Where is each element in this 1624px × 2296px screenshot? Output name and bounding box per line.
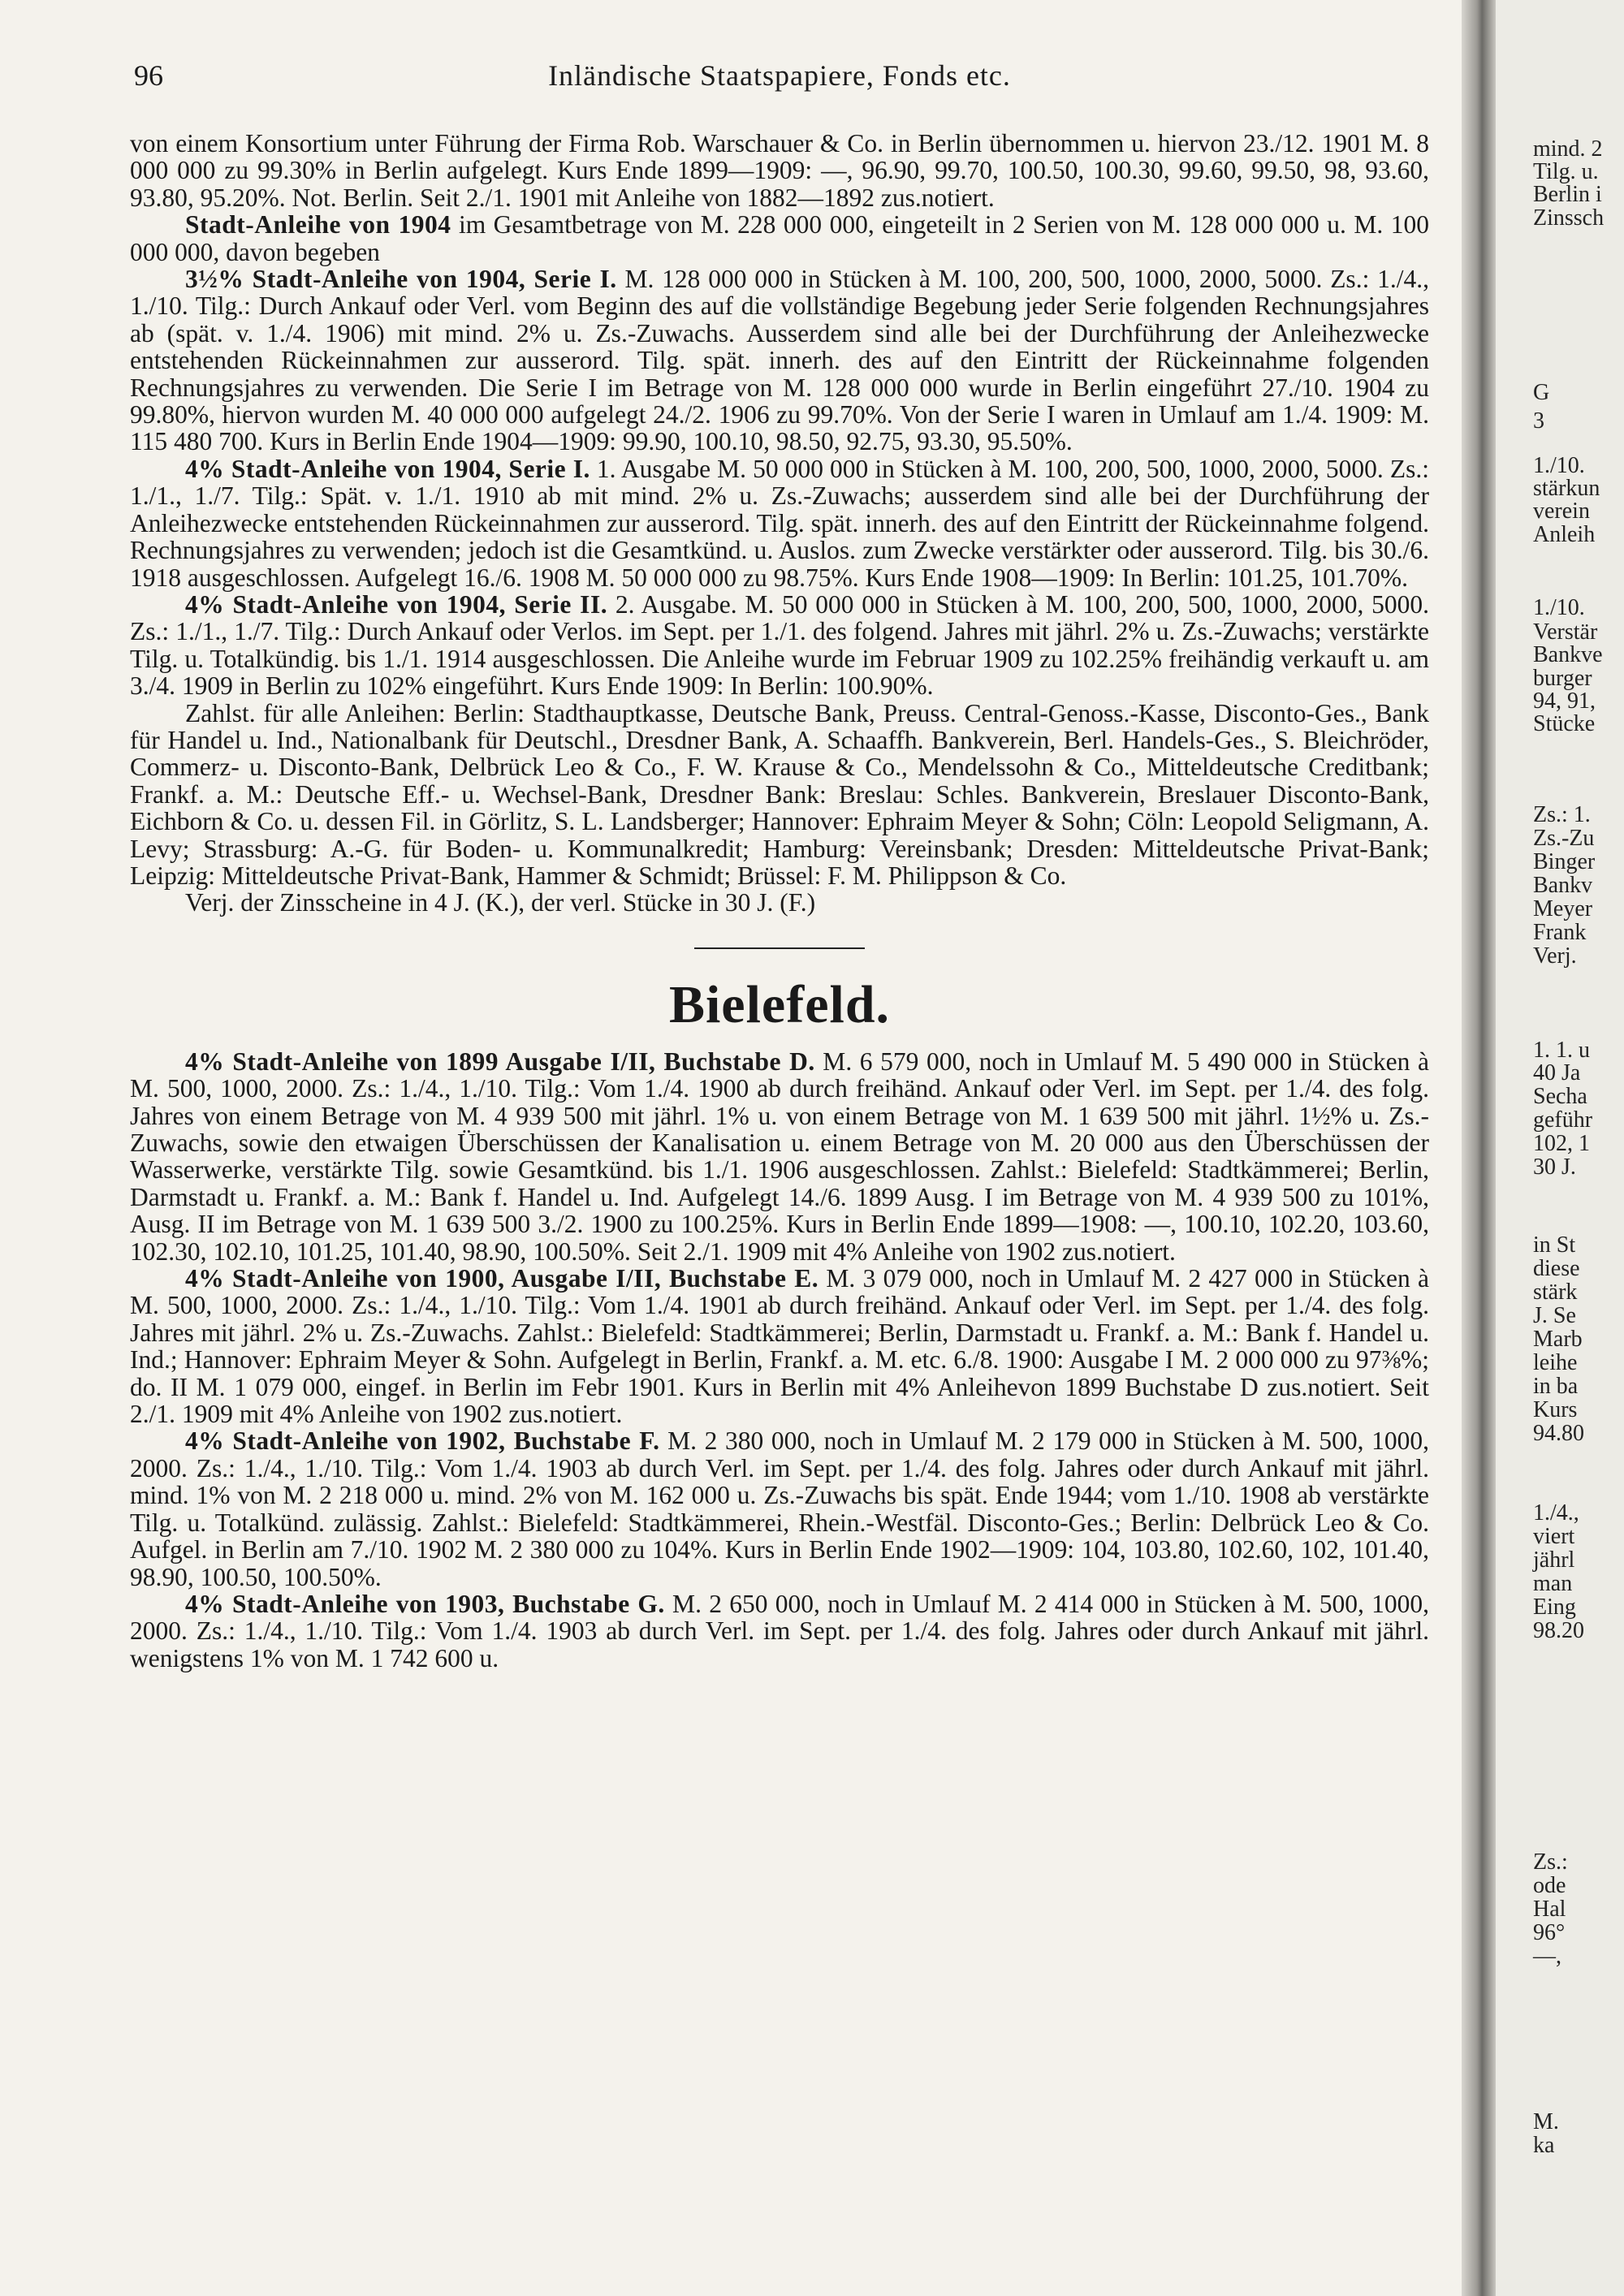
paragraph-text: 1. Ausgabe M. 50 000 000 in Stücken à M. 100, 200, 500, 1000, 2000, 5000. Zs.: 1./1., 1./7. Tilg.: Spät. v. 1./1. 1910 ab mit mind. 2% u. Zs.-Zuwachs; ausserdem sind alle bei der Durchführung der Anleihezwecke entstehenden Rückeinnahmen zur ausserord. Tilg. spät. innerh. des auf den Eintritt der Rückeinnahme folgend. Rechnungsjahres zu verwenden; jedoch ist die Gesamtkünd. u. Auslos. zum Zwecke verstärkter oder ausserord. Tilg. bis 30./6. 1918 ausgeschlossen. Aufgelegt 16./6. 1908 M. 50 000 000 zu 98.75%. Kurs Ende 1908—1909: In Berlin: 101.25, 101.70%. bbox=[130, 454, 1430, 592]
adjacent-page-fragment: 40 Ja bbox=[1533, 1060, 1581, 1085]
adjacent-page-fragment: 3 bbox=[1533, 408, 1544, 434]
adjacent-page-fragment: Anleih bbox=[1533, 522, 1596, 547]
paragraph-text: von einem Konsortium unter Führung der Firma Rob. Warschauer & Co. in Berlin übernommen u. hiervon 23./12. 1901 M. 8 000 000 zu 99.30% in Berlin aufgelegt. Kurs Ende 1899—1909: —, 96.90, 99.70, 100.50, 100.30, 99.60, 99.50, 98, 93.60, 93.80, 95.20%. Not. Berlin. Seit 2./1. 1901 mit Anleihe von 1882—1892 zus.notiert. bbox=[130, 129, 1429, 212]
adjacent-page-fragment: Zs.: 1. bbox=[1533, 802, 1591, 827]
bielefeld-paragraph bbox=[130, 1590, 1429, 1672]
adjacent-page-fragment: 94.80 bbox=[1533, 1421, 1584, 1446]
adjacent-page-fragment: —, bbox=[1533, 1944, 1561, 1969]
adjacent-page-fragment: Eing bbox=[1533, 1595, 1576, 1620]
adjacent-page-fragment: geführ bbox=[1533, 1107, 1593, 1133]
berlin-paragraph bbox=[130, 455, 1429, 591]
adjacent-page-fragment: Hal bbox=[1533, 1897, 1566, 1922]
adjacent-page-fragment: Berlin i bbox=[1533, 182, 1602, 207]
adjacent-page-fragment: 1. 1. u bbox=[1533, 1038, 1590, 1063]
adjacent-page-edge bbox=[1496, 0, 1624, 2296]
adjacent-page-fragment: diese bbox=[1533, 1256, 1580, 1281]
adjacent-page-fragment: leihe bbox=[1533, 1350, 1578, 1375]
adjacent-page-fragment: Stücke bbox=[1533, 711, 1596, 736]
section-divider bbox=[694, 947, 865, 949]
berlin-paragraph bbox=[130, 211, 1429, 265]
adjacent-page-fragment: stärkun bbox=[1533, 476, 1600, 501]
adjacent-page-fragment: Verj. bbox=[1533, 943, 1577, 969]
adjacent-page-fragment: 94, 91, bbox=[1533, 688, 1596, 714]
adjacent-page-fragment: Zs.: bbox=[1533, 1849, 1568, 1875]
paragraph-text: M. 128 000 000 in Stücken à M. 100, 200, 500, 1000, 2000, 5000. Zs.: 1./4., 1./10. Tilg.: Durch Ankauf oder Verl. vom Beginn des auf die vollständige Begebung jeder Serie folgenden Rechnungsjahres ab (spät. v. 1./4. 1906) mit mind. 2% u. Zs.-Zuwachs. Ausserdem sind alle bei der Durchführung der Anleihezwecke entstehenden Rückeinnahmen zur ausserord. Tilg. spät. innerh. des auf den Eintritt der Rückeinnahme folgenden Rechnungsjahres zu verwenden. Die Serie I im Betrage von M. 128 000 000 wurde in Berlin eingeführt 27./10. 1904 zu 99.80%, hiervon wurden M. 40 000 000 aufgelegt 24./2. 1906 zu 99.70%. Von der Serie I waren in Umlauf am 1./4. 1909: M. 115 480 700. Kurs in Berlin Ende 1904—1909: 99.90, 100.10, 98.50, 92.75, 93.30, 95.50%. bbox=[130, 265, 1429, 456]
adjacent-page-fragment: Frank bbox=[1533, 920, 1587, 945]
adjacent-page-fragment: in St bbox=[1533, 1232, 1576, 1258]
paragraph-text: 2. Ausgabe. M. 50 000 000 in Stücken à M. 100, 200, 500, 1000, 2000, 5000. Zs.: 1./1., 1./7. Tilg.: Durch Ankauf oder Verlos. im Sept. per 1./1. des folgend. Jahres mit jährl. 2% u. Zs.-Zuwachs; verstärkte Tilg. u. Totalkündig. bis 1./1. 1914 ausgeschlossen. Die Anleihe wurde im Februar 1909 zu 102.25% freihändig verkauft u. am 3./4. 1909 in Berlin zu 102% eingeführt. Kurs Ende 1909: In Berlin: 100.90%. bbox=[130, 589, 1429, 701]
running-title: Inländische Staatspapiere, Fonds etc. bbox=[548, 59, 1011, 92]
paragraph-text: Verj. der Zinsscheine in 4 J. (K.), der verl. Stücke in 30 J. (F.) bbox=[185, 888, 816, 917]
adjacent-page-fragment: Bankve bbox=[1533, 642, 1603, 667]
section-title-bielefeld: Bielefeld. bbox=[668, 974, 891, 1034]
adjacent-page-fragment: Zinssch bbox=[1533, 205, 1605, 231]
paragraph-text: M. 2 380 000, noch in Umlauf M. 2 179 000 in Stücken à M. 500, 1000, 2000. Zs.: 1./4., 1./10. Tilg.: Vom 1./4. 1903 ab durch Verl. im Sept. per 1./4. des folg. Jahres oder durch Ankauf mit jährl. mind. 1% von M. 2 218 000 u. mind. 2% von M. 162 000 u. Zs.-Zuwachs bis spät. Ende 1944; vom 1./10. 1908 ab verstärkte Tilg. u. Totalkünd. zulässig. Zahlst.: Bielefeld: Stadtkämmerei, Rhein.-Westfäl. Disconto-Ges.; Berlin: Delbrück Leo & Co. Aufgel. in Berlin am 7./10. 1902 M. 2 380 000 zu 104%. Kurs in Berlin Ende 1902—1909: 104, 103.80, 102.60, 102, 101.40, 98.90, 100.50, 100.50%. bbox=[130, 1426, 1430, 1591]
adjacent-page-fragment: burger bbox=[1533, 666, 1592, 691]
adjacent-page-fragment: jährl bbox=[1533, 1547, 1575, 1573]
bielefeld-paragraph bbox=[130, 1265, 1429, 1427]
berlin-paragraph bbox=[130, 700, 1429, 890]
loan-title: 4% Stadt-Anleihe von 1902, Buchstabe F. bbox=[185, 1426, 660, 1456]
adjacent-page-fragment: viert bbox=[1533, 1524, 1575, 1549]
berlin-paragraph bbox=[130, 591, 1429, 700]
adjacent-page-fragment: man bbox=[1533, 1571, 1573, 1596]
bielefeld-paragraph bbox=[130, 1427, 1429, 1590]
berlin-paragraph bbox=[130, 265, 1429, 455]
page-header bbox=[134, 58, 1425, 99]
adjacent-page-fragment: Verstär bbox=[1533, 619, 1598, 645]
adjacent-page-fragment: 1./10. bbox=[1533, 453, 1585, 478]
berlin-section bbox=[130, 130, 1429, 917]
loan-title: 3½% Stadt-Anleihe von 1904, Serie I. bbox=[185, 265, 617, 294]
adjacent-page-fragment: Marb bbox=[1533, 1327, 1583, 1352]
loan-title: 4% Stadt-Anleihe von 1904, Serie II. bbox=[185, 589, 608, 619]
adjacent-page-fragment: stärk bbox=[1533, 1280, 1578, 1305]
adjacent-page-fragment: Secha bbox=[1533, 1084, 1587, 1109]
book-gutter bbox=[1462, 0, 1496, 2296]
adjacent-page-fragment: Meyer bbox=[1533, 896, 1593, 921]
paragraph-text: M. 6 579 000, noch in Umlauf M. 5 490 000 in Stücken à M. 500, 1000, 2000. Zs.: 1./4., 1./10. Tilg.: Vom 1./4. 1900 ab durch freihänd. Ankauf oder Verl. im Sept. per 1./4. des folg. Jahres von einem Betrage von M. 4 939 500 mit jährl. 1% u. von einem Betrage von M. 1 639 500 mit jährl. 1½% u. Zs.-Zuwachs, sowie den etwaigen Überschüssen der Kanalisation u. einem Betrage von M. 20 000 aus den Überschüssen der Wasserwerke, verstärkte Tilg. sowie Gesamtkünd. bis 1./1. 1906 ausgeschlossen. Zahlst.: Bielefeld: Stadtkämmerei; Berlin, Darmstadt u. Frankf. a. M.: Bank f. Handel u. Ind. Aufgelegt 14./6. 1899 Ausg. I im Betrage von M. 4 939 500 zu 101%, Ausg. II im Betrage von M. 1 639 500 3./2. 1900 zu 100.25%. Kurs in Berlin Ende 1899—1908: —, 100.10, 102.20, 103.60, 102.30, 102.10, 101.25, 101.40, 98.90, 100.50%. Seit 2./1. 1909 mit 4% Anleihe von 1902 zus.notiert. bbox=[130, 1047, 1429, 1266]
loan-title: 4% Stadt-Anleihe von 1903, Buchstabe G. bbox=[185, 1589, 665, 1618]
page-body bbox=[130, 130, 1429, 1672]
adjacent-page-fragment: mind. 2 bbox=[1533, 136, 1603, 162]
adjacent-page-fragment: Bankv bbox=[1533, 873, 1593, 898]
loan-title: 4% Stadt-Anleihe von 1899 Ausgabe I/II, Buchstabe D. bbox=[185, 1047, 815, 1076]
paragraph-text: M. 2 650 000, noch in Umlauf M. 2 414 000 in Stücken à M. 500, 1000, 2000. Zs.: 1./4., 1./10. Tilg.: Vom 1./4. 1903 ab durch Verl. im Sept. per 1./4. des folg. Jahres oder durch Ankauf mit jährl. wenigstens 1% von M. 1 742 600 u. bbox=[130, 1589, 1429, 1672]
loan-title: 4% Stadt-Anleihe von 1904, Serie I. bbox=[185, 454, 590, 483]
bielefeld-section bbox=[130, 1048, 1429, 1672]
paragraph-text: M. 3 079 000, noch in Umlauf M. 2 427 000 in Stücken à M. 500, 1000, 2000. Zs.: 1./4., 1./10. Tilg.: Vom 1./4. 1901 ab durch freihänd. Ankauf oder Verl. im Sept. per 1./4. des folg. Jahres mit jährl. 2% u. Zs.-Zuwachs. Zahlst.: Bielefeld: Stadtkämmerei; Berlin, Darmstadt u. Frankf. a. M.: Bank f. Handel u. Ind.; Hannover: Ephraim Meyer & Sohn. Aufgelegt in Berlin, Frankf. a. M. etc. 6./8. 1900: Ausgabe I M. 2 000 000 zu 97⅜%; do. II M. 1 079 000, eingef. in Berlin im Febr 1901. Kurs in Berlin mit 4% Anleihevon 1899 Buchstabe D zus.notiert. Seit 2./1. 1909 mit 4% Anleihe von 1902 zus.notiert. bbox=[130, 1264, 1429, 1429]
adjacent-page-fragment: Tilg. u. bbox=[1533, 159, 1599, 184]
loan-title: Stadt-Anleihe von 1904 bbox=[185, 210, 451, 240]
adjacent-page-fragment: Zs.-Zu bbox=[1533, 826, 1595, 851]
adjacent-page-fragment: 96° bbox=[1533, 1920, 1566, 1945]
adjacent-page-fragment: 1./10. bbox=[1533, 595, 1585, 620]
adjacent-page-fragment: verein bbox=[1533, 498, 1590, 524]
adjacent-page-fragment: 98.20 bbox=[1533, 1618, 1584, 1643]
paragraph-text: Zahlst. für alle Anleihen: Berlin: Stadthauptkasse, Deutsche Bank, Preuss. Central-Genoss.-Kasse, Disconto-Ges., Bank für Handel u. Ind., Nationalbank für Deutschl., Dresdner Bank, A. Schaaffh. Bankverein, Berl. Handels-Ges., S. Bleichröder, Commerz- u. Disconto-Bank, Delbrück Leo & Co., F. W. Krause & Co., Mendelssohn & Co., Mitteldeutsche Creditbank; Frankf. a. M.: Deutsche Eff.- u. Wechsel-Bank, Dresdner Bank: Breslau: Schles. Bankverein, Breslauer Disconto-Bank, Eichborn & Co. u. dessen Fil. in Görlitz, S. L. Landsberger; Hannover: Ephraim Meyer & Sohn; Cöln: Leopold Seligmann, A. Levy; Strassburg: A.-G. für Boden- u. Kommunalkredit; Hamburg: Vereinsbank; Dresden: Mitteldeutsche Privat-Bank; Leipzig: Mitteldeutsche Privat-Bank, Hammer & Schmidt; Brüssel: F. M. Philippson & Co. bbox=[130, 698, 1429, 890]
adjacent-page-fragment: 30 J. bbox=[1533, 1154, 1576, 1180]
adjacent-page-fragment: G bbox=[1533, 380, 1550, 405]
page-number: 96 bbox=[134, 59, 163, 92]
adjacent-page-fragment: Binger bbox=[1533, 849, 1596, 874]
adjacent-page-fragment: ode bbox=[1533, 1873, 1566, 1898]
adjacent-page-fragment: J. Se bbox=[1533, 1303, 1576, 1328]
paragraph-text: im Gesamtbetrage von M. 228 000 000, eingeteilt in 2 Serien von M. 128 000 000 u. M. 100 000 000, davon begeben bbox=[130, 210, 1429, 266]
adjacent-page-fragment: 1./4., bbox=[1533, 1500, 1579, 1526]
bielefeld-paragraph bbox=[130, 1048, 1429, 1265]
berlin-paragraph bbox=[130, 130, 1429, 211]
adjacent-page-fragment: in ba bbox=[1533, 1374, 1579, 1399]
loan-title: 4% Stadt-Anleihe von 1900, Ausgabe I/II, Buchstabe E. bbox=[185, 1264, 819, 1293]
adjacent-page-fragment: M. bbox=[1533, 2109, 1559, 2134]
berlin-paragraph bbox=[130, 889, 1429, 916]
adjacent-page-fragment: 102, 1 bbox=[1533, 1131, 1590, 1156]
adjacent-page-fragment: Kurs bbox=[1533, 1397, 1578, 1422]
adjacent-page-fragment: ka bbox=[1533, 2133, 1555, 2158]
